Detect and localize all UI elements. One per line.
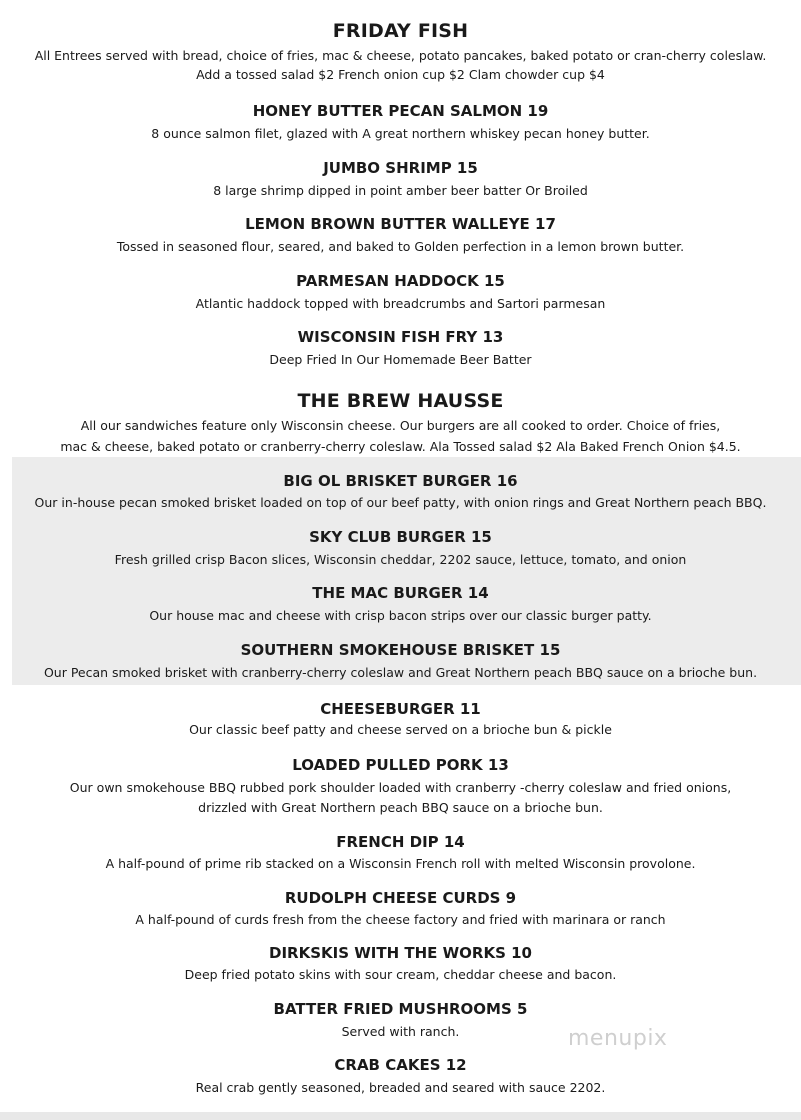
menu-item-name: CRAB CAKES 12 — [334, 1056, 467, 1074]
menu-item-desc: Tossed in seasoned flour, seared, and baked to Golden perfection in a lemon brown butter. — [116, 239, 685, 254]
menu-item-name: WISCONSIN FISH FRY 13 — [297, 328, 504, 346]
menu-item-name: PARMESAN HADDOCK 15 — [296, 272, 505, 290]
menu-item-name: FRENCH DIP 14 — [336, 833, 465, 851]
menu-item-name: SKY CLUB BURGER 15 — [309, 528, 492, 546]
menu-item-desc: Our classic beef patty and cheese served on a brioche bun & pickle — [189, 722, 612, 737]
menu-item-desc: Deep Fried In Our Homemade Beer Batter — [269, 352, 532, 367]
menu-item-name: RUDOLPH CHEESE CURDS 9 — [284, 889, 517, 907]
menu-item-name: LOADED PULLED PORK 13 — [292, 756, 509, 774]
section-title-friday-fish: FRIDAY FISH — [332, 20, 469, 42]
menu-item-desc: Deep fried potato skins with sour cream, cheddar cheese and bacon. — [184, 967, 617, 982]
brew-hausse-intro-line2: mac & cheese, baked potato or cranberry-cherry coleslaw. Ala Tossed salad $2 Ala Baked French Onion $4.5. — [60, 439, 741, 454]
menu-item-name: LEMON BROWN BUTTER WALLEYE 17 — [245, 215, 556, 233]
menu-item-name: HONEY BUTTER PECAN SALMON 19 — [252, 102, 549, 120]
menu-item-desc: Atlantic haddock topped with breadcrumbs and Sartori parmesan — [195, 296, 606, 311]
menu-item-desc: Our house mac and cheese with crisp bacon strips over our classic burger patty. — [149, 608, 652, 623]
menu-item-name: THE MAC BURGER 14 — [312, 584, 489, 602]
menu-item-name: SOUTHERN SMOKEHOUSE BRISKET 15 — [240, 641, 561, 659]
menu-item-name: BATTER FRIED MUSHROOMS 5 — [273, 1000, 528, 1018]
menu-item-desc: 8 ounce salmon filet, glazed with A great northern whiskey pecan honey butter. — [151, 126, 650, 141]
brew-hausse-intro-line1: All our sandwiches feature only Wisconsin cheese. Our burgers are all cooked to order. Choice of fries, — [80, 418, 721, 433]
menu-item-name: DIRKSKIS WITH THE WORKS 10 — [269, 944, 532, 962]
menu-item-desc: A half-pound of prime rib stacked on a Wisconsin French roll with melted Wisconsin provolone. — [105, 856, 696, 871]
menu-item-name: BIG OL BRISKET BURGER 16 — [283, 472, 518, 490]
menu-item-desc: Our own smokehouse BBQ rubbed pork shoulder loaded with cranberry -cherry coleslaw and fried onions, — [69, 780, 732, 795]
section-title-brew-hausse: THE BREW HAUSSE — [297, 390, 504, 412]
friday-fish-intro-line2: Add a tossed salad $2 French onion cup $2 Clam chowder cup $4 — [196, 67, 605, 82]
watermark-logo: menupix — [568, 1026, 668, 1051]
bottom-edge — [0, 1112, 801, 1120]
menu-item-desc: Real crab gently seasoned, breaded and seared with sauce 2202. — [195, 1080, 606, 1095]
menu-item-desc: Our Pecan smoked brisket with cranberry-cherry coleslaw and Great Northern peach BBQ sauce on a brioche bun. — [43, 665, 758, 680]
menu-item-desc-line2: drizzled with Great Northern peach BBQ sauce on a brioche bun. — [198, 800, 603, 815]
menu-item-desc: A half-pound of curds fresh from the cheese factory and fried with marinara or ranch — [135, 912, 666, 927]
menu-item-desc: Fresh grilled crisp Bacon slices, Wisconsin cheddar, 2202 sauce, lettuce, tomato, and onion — [114, 552, 687, 567]
menu-item-name: CHEESEBURGER 11 — [320, 700, 481, 718]
friday-fish-intro-line1: All Entrees served with bread, choice of fries, mac & cheese, potato pancakes, baked potato or cran-cherry coleslaw. — [34, 48, 767, 63]
menu-item-desc: Our in-house pecan smoked brisket loaded on top of our beef patty, with onion rings and Great Northern peach BBQ. — [34, 495, 767, 510]
menu-item-name: JUMBO SHRIMP 15 — [323, 159, 478, 177]
menu-item-desc: 8 large shrimp dipped in point amber beer batter Or Broiled — [213, 183, 588, 198]
menu-item-desc: Served with ranch. — [341, 1024, 460, 1039]
